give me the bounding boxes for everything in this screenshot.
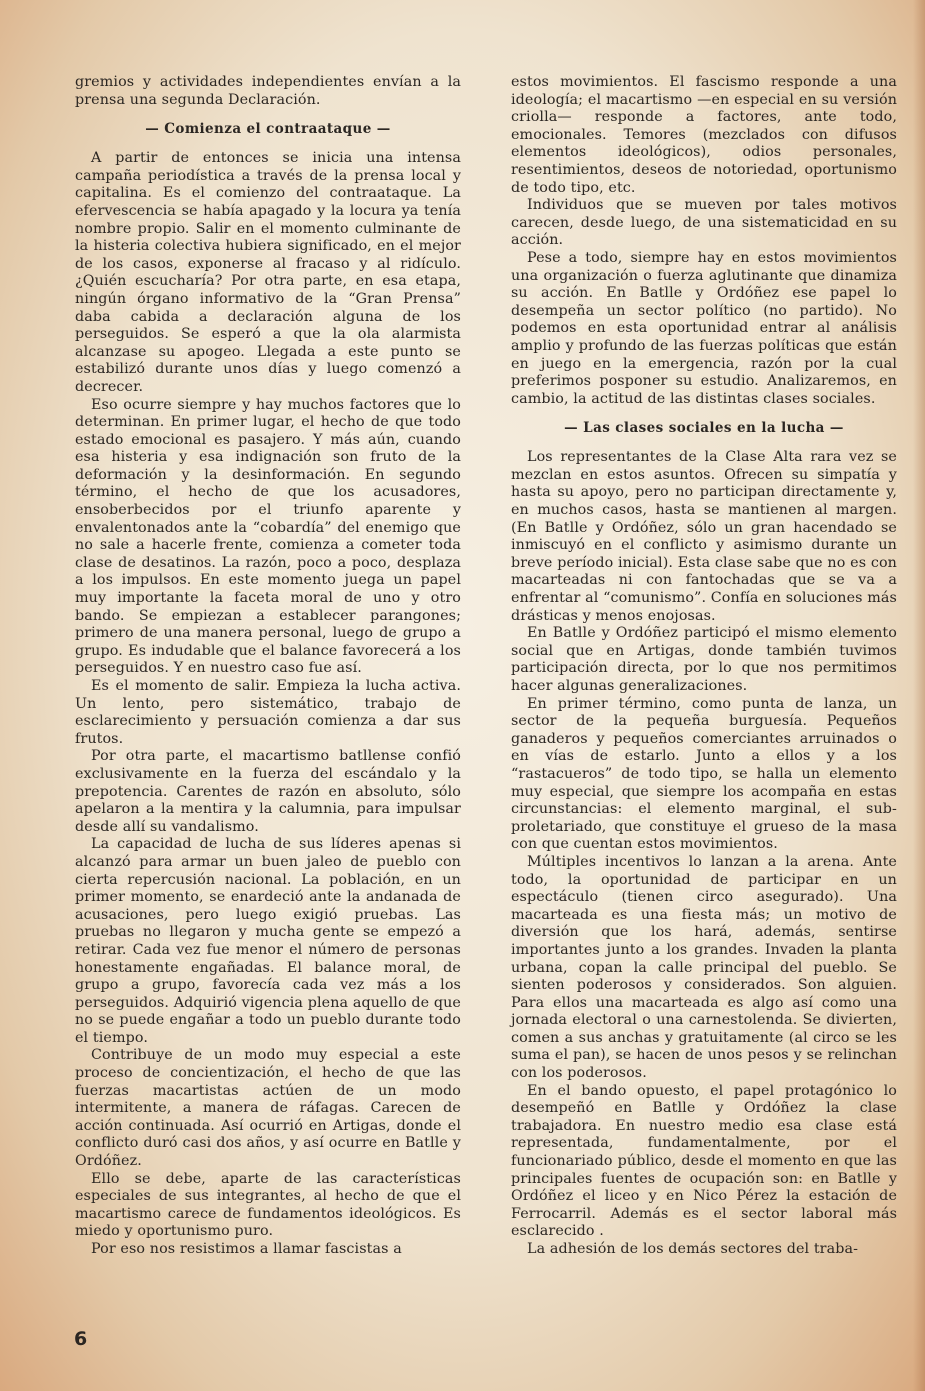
paragraph: Contribuye de un modo muy especial a este proceso de concientización, el hecho de que las fuerzas macartistas actúen de un modo intermitente, a manera de ráfagas. Carecen de acción continuada. Así ocurrió en Artigas, donde el conflicto duró casi dos años, y así ocurre en Batlle y Ordóñez. bbox=[75, 1047, 461, 1170]
paragraph: A partir de entonces se inicia una intensa campaña periodística a través de la prensa local y capitalina. Es el comienzo del contraataque. La efervescencia se había apagado y la locura ya tenía nombre propio. Salir en el momento culminante de la histeria colectiva hubiera significado, en el mejor de los casos, exponerse al fracaso y al ridículo. ¿Quién escucharía? Por otra parte, en esa etapa, ningún órgano informativo de la “Gran Prensa” daba cabida a declaración alguna de los perseguidos. Se esperó a que la ola alarmista alcanzase su apogeo. Llegada a este punto se estabilizó durante unos días y luego comenzó a decrecer. bbox=[75, 150, 461, 395]
paragraph: La adhesión de los demás sectores del traba- bbox=[527, 1241, 859, 1257]
paragraph: Por eso nos resistimos a llamar fascistas a bbox=[91, 1241, 402, 1257]
paragraph: La capacidad de lucha de sus líderes apenas si alcanzó para armar un buen jaleo de pueblo con cierta repercusión nacional. La población, en un primer momento, se enardeció ante la andanada de acusaciones, pero luego exigió pruebas. Las pruebas no llegaron y mucha gente se empezó a retirar. Cada vez fue menor el número de personas honestamente engañadas. El balance moral, de grupo a grupo, favorecía cada vez más a los perseguidos. Adquirió vigencia plena aquello de que no se puede engañar a todo un pueblo durante todo el tiempo. bbox=[75, 836, 461, 1046]
paragraph: Pese a todo, siempre hay en estos movimientos una organización o fuerza aglutinante que dinamiza su acción. En Batlle y Ordóñez ese papel lo desempeña un sector político (no partido). No podemos en esta oportunidad entrar al análisis amplio y profundo de las fuerzas políticas que están en juego en la emergencia, razón por la cual preferimos posponer su estudio. Analizaremos, en cambio, la actitud de las distintas clases sociales. bbox=[511, 249, 897, 407]
paragraph: Múltiples incentivos lo lanzan a la arena. Ante todo, la oportunidad de participar en un espectáculo (tienen circo asegurado). Una macarteada es una fiesta más; un motivo de diversión que los hará, además, sentirse importantes junto a los grandes. Invaden la planta urbana, copan la calle principal del pueblo. Se sienten poderosos y considerados. Son alguien. Para ellos una macarteada es algo así como una jornada electoral o una carnestolenda. Se divierten, comen a sus anchas y gratuitamente (al circo se les suma el pan), se hacen de unos pesos y se relinchan con los poderosos. bbox=[511, 853, 897, 1082]
paragraph: Los representantes de la Clase Alta rara vez se mezclan en estos asuntos. Ofrecen su simpatía y hasta su apoyo, pero no participan directamente y, en muchos casos, hasta se mantienen al margen. (En Batlle y Ordóñez, sólo un gran hacendado se inmiscuyó en el conflicto y asimismo durante un breve período inicial). Esta clase sabe que no es con macarteadas ni con fantochadas que se va a enfrentar al “comunismo”. Confía en soluciones más drásticas y menos enojosas. bbox=[511, 449, 897, 624]
paragraph: Eso ocurre siempre y hay muchos factores que lo determinan. En primer lugar, el hecho de que todo estado emocional es pasajero. Y más aún, cuando esa histeria y esa indignación son fruto de la deformación y la desinformación. En segundo término, el hecho de que los acusadores, ensoberbecidos por el triunfo aparente y envalentonados ante la “cobardía” del enemigo que no sale a hacerle frente, comienza a cometer toda clase de desatinos. La razón, poco a poco, desplaza a los impulsos. En este momento juega un papel muy importante la faceta moral de uno y otro bando. Se empiezan a establecer parangones; primero de una manera personal, luego de grupo a grupo. Es indudable que el balance favorecerá a los perseguidos. Y en nuestro caso fue así. bbox=[75, 396, 461, 677]
left-column bbox=[75, 74, 461, 1259]
paragraph: En Batlle y Ordóñez participó el mismo elemento social que en Artigas, donde también tuvimos participación directa, por lo que nos permitimos hacer algunas generalizaciones. bbox=[511, 625, 897, 694]
paragraph: gremios y actividades independientes envían a la prensa una segunda Declaración. bbox=[75, 74, 461, 108]
paragraph: Por otra parte, el macartismo batllense confió exclusivamente en la fuerza del escándalo y la prepotencia. Carentes de razón en absoluto, sólo apelaron a la mentira y la calumnia, para impulsar desde allí su vandalismo. bbox=[75, 748, 461, 835]
section-heading: — Comienza el contraataque — bbox=[145, 121, 391, 138]
section-heading: — Las clases sociales en la lucha — bbox=[564, 420, 844, 437]
right-column bbox=[511, 74, 897, 1259]
paragraph: En primer término, como punta de lanza, un sector de la pequeña burguesía. Pequeños ganaderos y pequeños comerciantes arruinados o en vías de estarlo. Junto a ellos y a los “rastacueros” de todo tipo, se halla un elemento muy especial, que siempre los acompaña en estas circunstancias: el elemento marginal, el sub-proletariado, que constituye el grueso de la masa con que cuentan estos movimientos. bbox=[511, 695, 897, 853]
paragraph: Ello se debe, aparte de las características especiales de sus integrantes, al hecho de que el macartismo carece de fundamentos ideológicos. Es miedo y oportunismo puro. bbox=[75, 1170, 461, 1240]
paragraph: Individuos que se mueven por tales motivos carecen, desde luego, de una sistematicidad en su acción. bbox=[511, 197, 897, 249]
paragraph: En el bando opuesto, el papel protagónico lo desempeñó en Batlle y Ordóñez la clase trabajadora. En nuestro medio esa clase está representada, fundamentalmente, por el funcionariado público, desde el momento en que las principales fuentes de ocupación son: en Batlle y Ordóñez el liceo y en Nico Pérez la estación de Ferrocarril. Además es el sector laboral más esclarecido . bbox=[511, 1082, 897, 1240]
page-edge-shadow bbox=[913, 0, 925, 1391]
paragraph: Es el momento de salir. Empieza la lucha activa. Un lento, pero sistemático, trabajo de esclarecimiento y persuación comienza a dar sus frutos. bbox=[75, 678, 461, 747]
paragraph: estos movimientos. El fascismo responde a una ideología; el macartismo —en especial en su versión criolla— responde a factores, ante todo, emocionales. Temores (mezclados con difusos elementos ideológicos), odios personales, resentimientos, deseos de notoriedad, oportunismo de todo tipo, etc. bbox=[511, 74, 897, 196]
page-number: 6 bbox=[74, 1328, 88, 1350]
